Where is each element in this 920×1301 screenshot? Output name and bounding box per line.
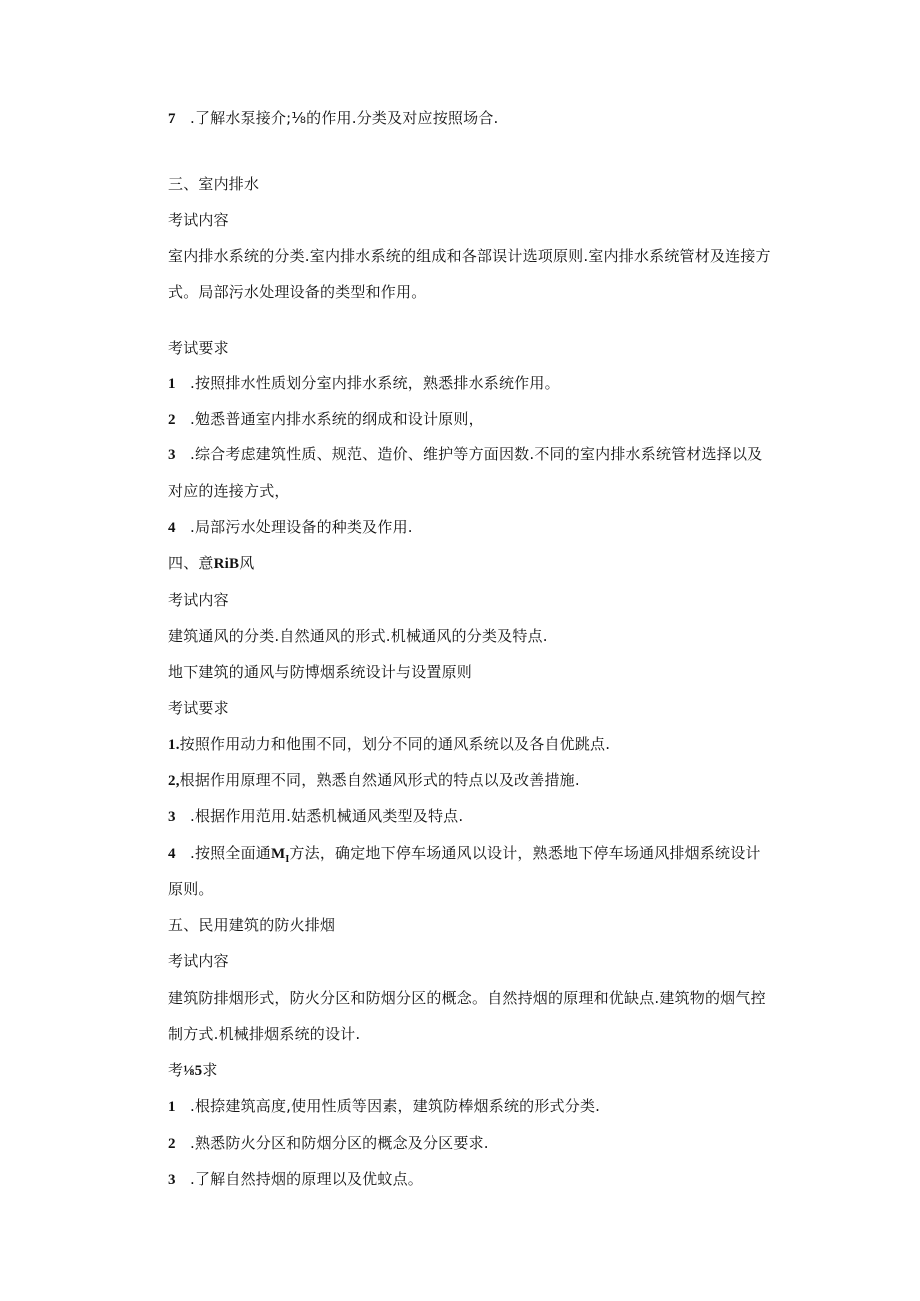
subheading-exam-content: 考试内容: [168, 211, 229, 229]
req-item-3: [168, 1169, 423, 1190]
item-number: 1: [168, 1099, 176, 1115]
content-line: 建筑通风的分类.自然通风的形式.机械通风的分类及特点.: [168, 627, 548, 645]
section-heading-4: [168, 553, 254, 574]
item-number: 2,: [168, 773, 180, 789]
subheading-exam-content: 考试内容: [168, 952, 229, 970]
section-heading-3: 三、室内排水: [168, 175, 260, 193]
item-text: .按照排水性质划分室内排水系统，熟悉排水系统作用。: [190, 374, 560, 392]
section-heading-5: 五、民用建筑的防火排烟: [168, 916, 336, 934]
req-item-4-continuation: 原则。: [168, 880, 214, 898]
item-text: 根据作用原理不同，熟悉自然通风形式的特点以及改善措施.: [179, 771, 580, 789]
req-item-4: [168, 517, 413, 538]
req-item-7: [168, 108, 499, 129]
item-number: 1: [168, 376, 176, 392]
heading-part: RiB: [213, 556, 240, 572]
req-item-1: [168, 373, 560, 394]
req-item-1: [168, 1096, 600, 1117]
req-item-3: [168, 444, 762, 465]
item-text: .根据作用范用.姑悉机械通风类型及特点.: [190, 807, 464, 825]
item-number: 7: [168, 111, 176, 127]
content-paragraph: 室内排水系统的分类.室内排水系统的组成和各部误计选项原则.室内排水系统管材及连接方式。局部污水处理设备的类型和作用。: [168, 247, 771, 301]
item-text: 按照作用动力和他围不同，划分不同的通风系统以及各自优跳点.: [179, 735, 611, 753]
item-text: .了解水泵接介;⅛的作用.分类及对应按照场合.: [190, 109, 499, 127]
req-item-3-continuation: 对应的连接方式，: [168, 482, 290, 500]
item-number: 2: [168, 1136, 176, 1152]
heading-part: ⅛5: [183, 1063, 203, 1079]
heading-part: 求: [202, 1061, 218, 1079]
req-item-1: [168, 734, 610, 755]
item-text: 方法，确定地下停车场通风以设计，熟悉地下停车场通风排烟系统设计: [289, 844, 761, 862]
req-item-2: [168, 1133, 489, 1154]
item-text: .局部污水处理设备的种类及作用.: [190, 518, 413, 536]
subheading-exam-requirements: [168, 1060, 218, 1081]
heading-part: 考: [168, 1061, 184, 1079]
item-number: 3: [168, 447, 176, 463]
item-text: .勉悉普通室内排水系统的纲成和设计原则，: [190, 410, 484, 428]
item-text: .根捺建筑高度,使用性质等因素，建筑防棒烟系统的形式分类.: [190, 1097, 601, 1115]
req-item-4: [168, 843, 761, 870]
req-item-2: [168, 770, 580, 791]
item-text: .综合考虑建筑性质、规范、造价、维护等方面因数.不同的室内排水系统管材选择以及: [190, 445, 763, 463]
subheading-exam-requirements: 考试要求: [168, 699, 229, 717]
item-number: 4: [168, 520, 176, 536]
item-number: 3: [168, 1172, 176, 1188]
heading-part: 风: [239, 554, 255, 572]
item-number: 4: [168, 846, 176, 862]
subheading-exam-content: 考试内容: [168, 591, 229, 609]
heading-part: 四、意: [168, 554, 214, 572]
item-number: 1.: [168, 737, 180, 753]
item-text: .熟悉防火分区和防烟分区的概念及分区要求.: [190, 1134, 489, 1152]
item-number: 3: [168, 809, 176, 825]
item-text: .了解自然持烟的原理以及优蚊点。: [190, 1170, 423, 1188]
item-text: .按照全面通: [190, 844, 271, 862]
content-line: 地下建筑的通风与防博烟系统设计与设置原则: [168, 663, 473, 681]
content-paragraph: 建筑防排烟形式，防火分区和防烟分区的概念。自然持烟的原理和优缺点.建筑物的烟气控制方式.机械排烟系统的设计.: [168, 989, 766, 1043]
item-text: M: [270, 846, 286, 862]
subheading-exam-requirements: 考试要求: [168, 339, 229, 357]
req-item-2: [168, 409, 484, 430]
item-number: 2: [168, 412, 176, 428]
req-item-3: [168, 806, 463, 827]
item-text: I: [285, 854, 290, 865]
